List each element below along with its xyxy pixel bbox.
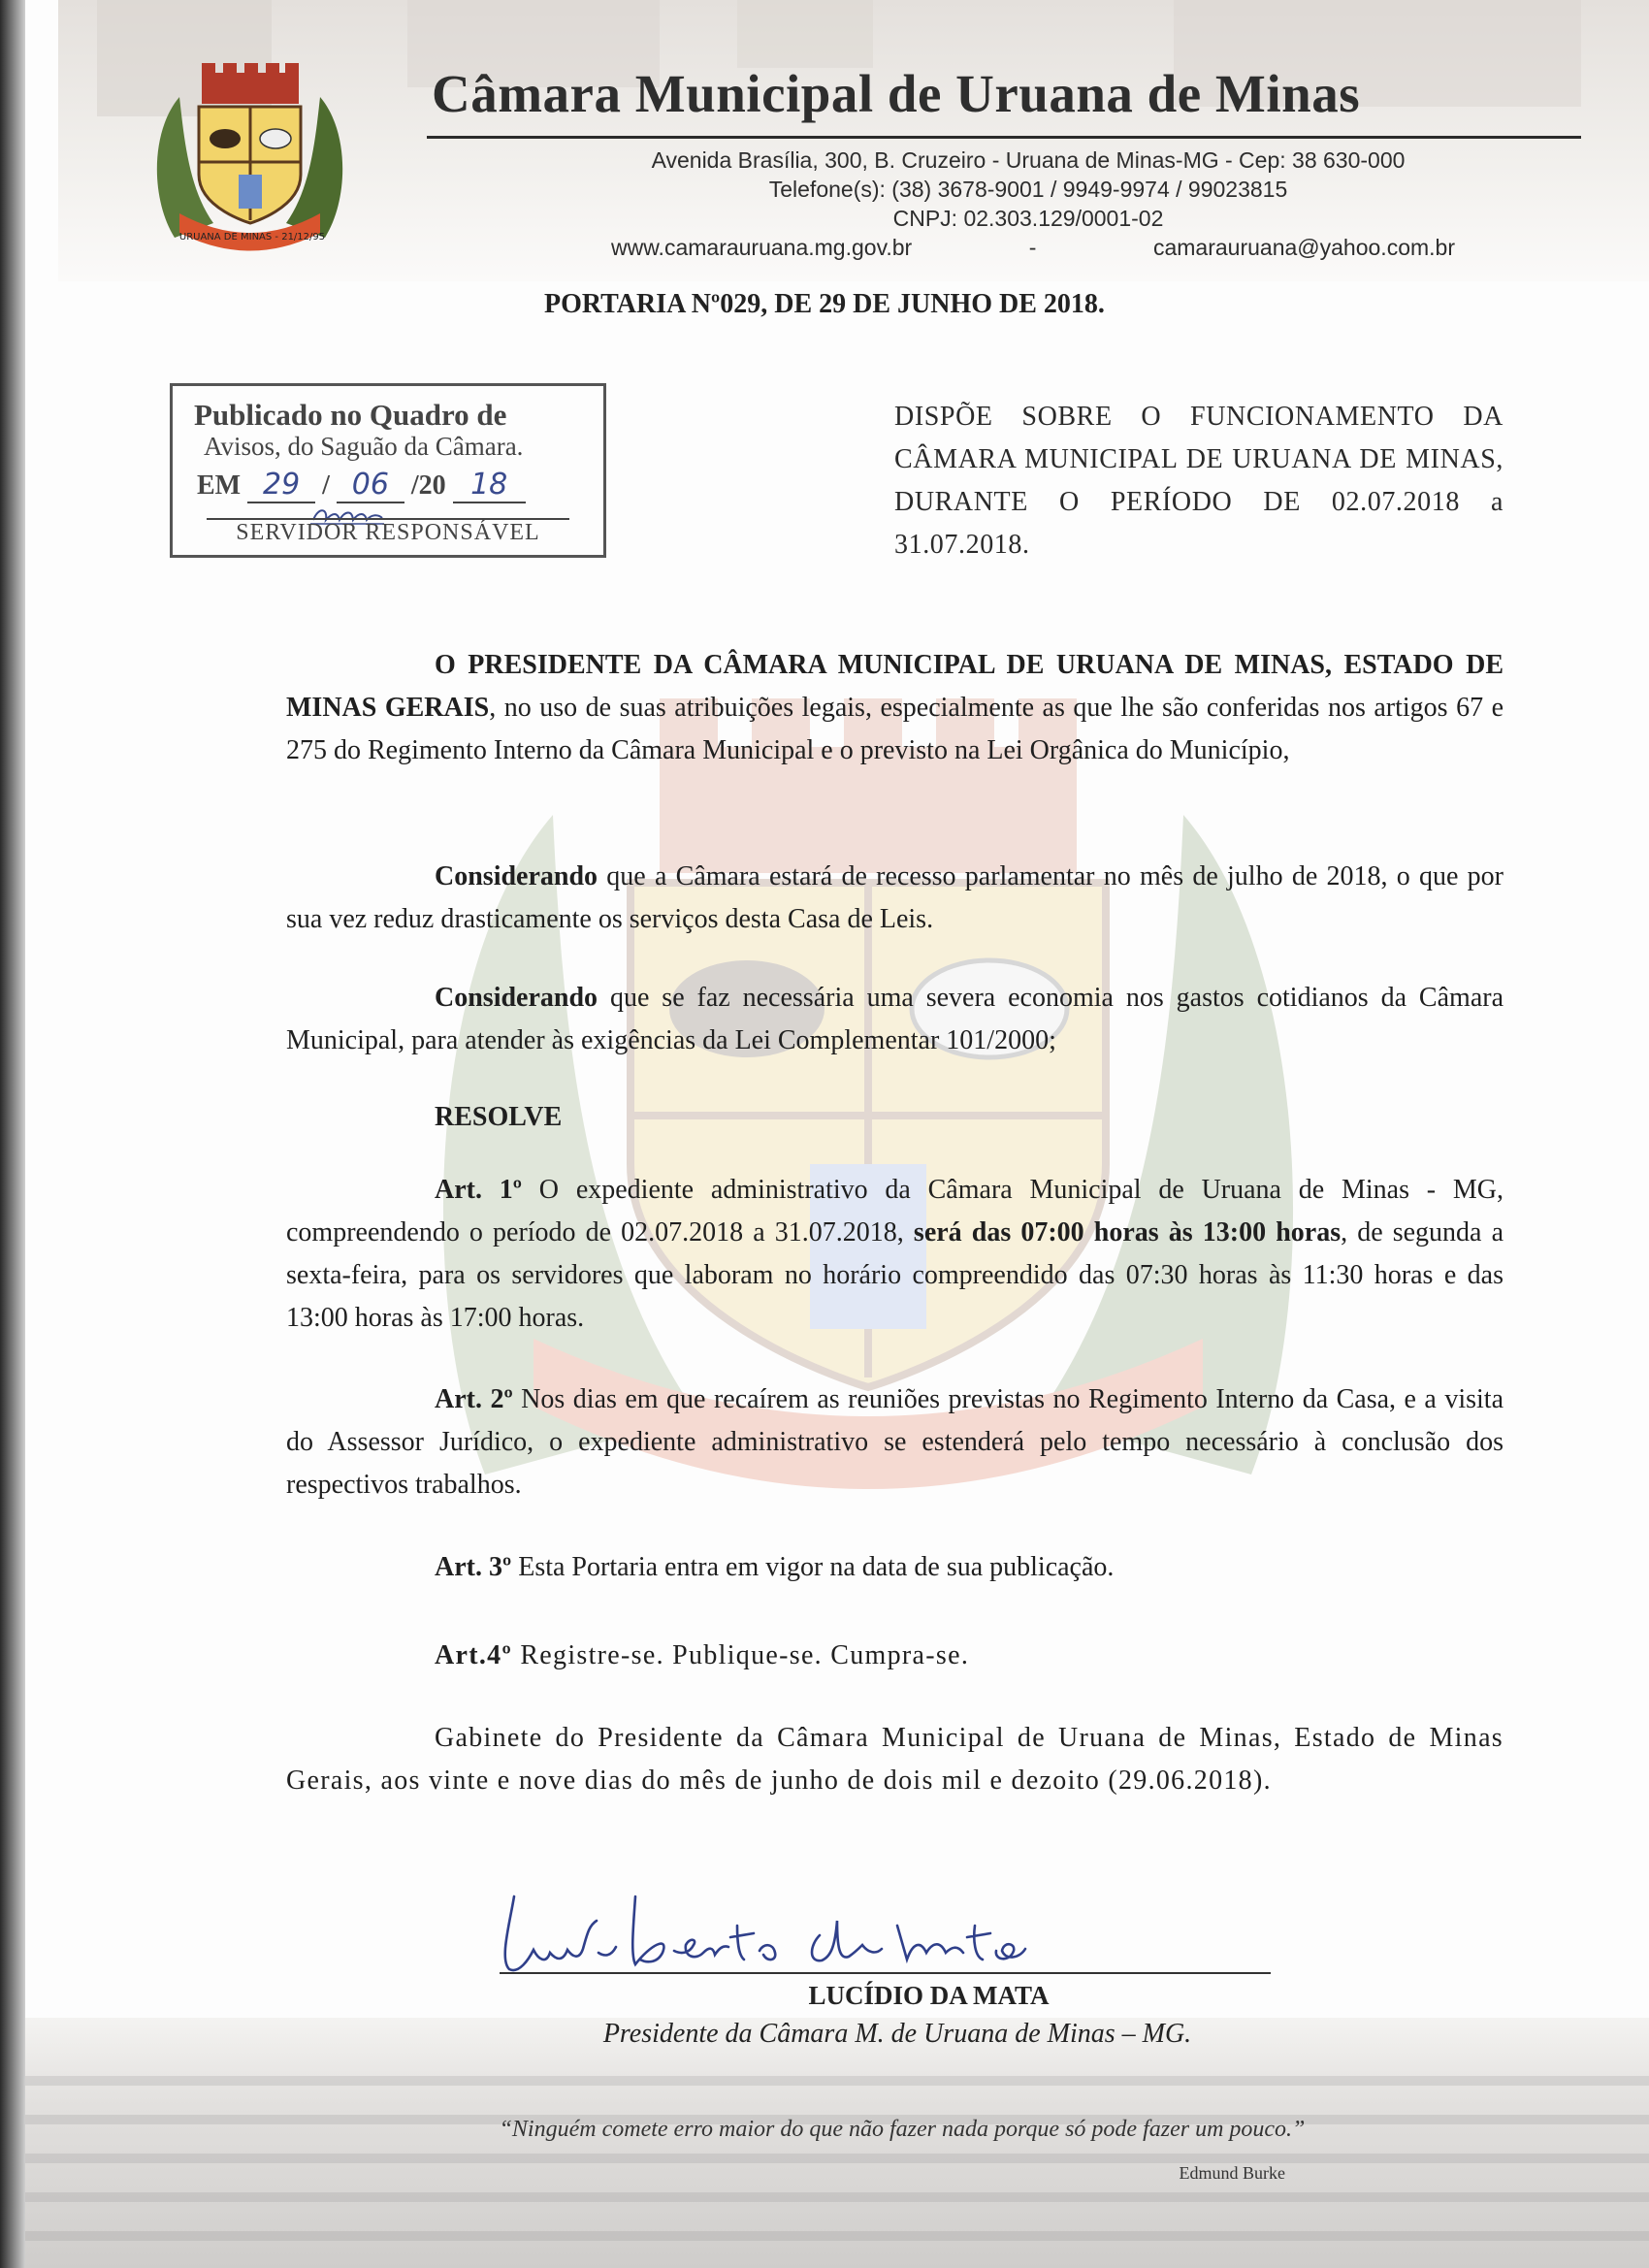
considerando-2-text: que se faz necessária uma severa economia nos gastos cotidianos da Câmara Municipal, para atender às exigências da Lei Complementar 101/2000; (286, 983, 1504, 1055)
phones: Telefone(s): (38) 3678-9001 / 9949-9974 / 99023815 (768, 177, 1288, 202)
art3-label: Art. 3º (435, 1552, 512, 1582)
considerando-2 (286, 977, 1504, 1062)
quote-author: Edmund Burke (1179, 2163, 1285, 2183)
stamp-slash: / (322, 470, 330, 501)
stamp-month: 06 (351, 468, 389, 502)
closing-paragraph: Gabinete do Presidente da Câmara Municipal de Uruana de Minas, Estado de Minas Gerais, aos vinte e nove dias do mês de junho de dois mil e dezoito (29.06.2018). (286, 1723, 1504, 1796)
art1-label: Art. 1º (435, 1175, 523, 1205)
preamble-bold: O PRESIDENTE DA CÂMARA MUNICIPAL DE URUANA DE MINAS, ESTADO DE MINAS GERAIS (286, 650, 1504, 723)
preamble-paragraph (286, 644, 1504, 772)
contact-separator: - (1028, 235, 1037, 260)
address: Avenida Brasília, 300, B. Cruzeiro - Uruana de Minas-MG - Cep: 38 630-000 (651, 147, 1406, 173)
stamp-date-row (197, 468, 526, 503)
email-link[interactable]: camarauruana@yahoo.com.br (1152, 235, 1455, 260)
header-divider (427, 136, 1581, 139)
article-1: Art. 1º O expediente administrativo da Câmara Municipal de Uruana de Minas - MG, compreendendo o período de 02.07.2018 a 31.07.2018, será das 07:00 horas às 13:00 horas, de segunda a sexta-feira, para os servidores que laboram no horário compreendido das 07:30 horas às 11:30 horas e das 13:00 horas às 17:00 horas. (286, 1175, 1504, 1333)
website-link[interactable]: www.camarauruana.mg.gov.br (611, 235, 913, 260)
resolve-heading: RESOLVE (435, 1102, 563, 1132)
scan-edge-shadow (0, 0, 25, 2268)
considerando-1 (286, 856, 1504, 941)
article-2: Art. 2º Nos dias em que recaírem as reuniões previstas no Regimento Interno da Casa, e a visita do Assessor Jurídico, o expediente administrativo se estenderá pelo tempo necessário à conclusão dos respectivos trabalhos. (286, 1384, 1504, 1500)
crest-banner-text: URUANA DE MINAS - 21/12/95 (179, 232, 325, 243)
crest-banner (179, 225, 325, 246)
institution-title: Câmara Municipal de Uruana de Minas (432, 64, 1361, 123)
stamp-year-prefix: /20 (410, 470, 446, 501)
considerando-1-label: Considerando (435, 861, 598, 891)
article-3: Art. 3º Esta Portaria entra em vigor na data de sua publicação. (435, 1552, 1115, 1582)
article-4: Art.4º Registre-se. Publique-se. Cumpra-se. (435, 1640, 970, 1670)
art2-label: Art. 2º (435, 1384, 513, 1414)
footer-quote: “Ninguém comete erro maior do que não fazer nada porque só pode fazer um pouco.” (499, 2117, 1306, 2142)
considerando-2-label: Considerando (435, 983, 598, 1013)
handwritten-signature (490, 1867, 1091, 1979)
considerando-1-text: que a Câmara estará de recesso parlamentar no mês de julho de 2018, o que por sua vez reduz drasticamente os serviços desta Casa de Leis. (286, 861, 1504, 934)
footer-photo-background (25, 2018, 1649, 2268)
stamp-footer: SERVIDOR RESPONSÁVEL (207, 518, 568, 545)
signature-line (500, 1972, 1271, 1974)
stamp-year: 18 (470, 468, 508, 502)
ementa: DISPÕE SOBRE O FUNCIONAMENTO DA CÂMARA MUNICIPAL DE URUANA DE MINAS, DURANTE O PERÍODO DE 02.07.2018 a 31.07.2018. (894, 402, 1504, 560)
stamp-line-1: Publicado no Quadro de (194, 398, 507, 432)
header-contact-block (543, 146, 1513, 262)
art1-hours: será das 07:00 horas às 13:00 horas (913, 1217, 1342, 1247)
signer-role: Presidente da Câmara M. de Uruana de Minas – MG. (602, 2019, 1192, 2049)
art4-label: Art.4º (435, 1640, 513, 1670)
stamp-day: 29 (263, 468, 301, 502)
stamp-em-label: EM (197, 470, 242, 501)
publication-stamp (170, 383, 606, 558)
preamble-text: , no uso de suas atribuições legais, especialmente as que lhe são conferidas nos artigos 67 e 275 do Regimento Interno da Câmara Municipal e o previsto na Lei Orgânica do Município, (286, 693, 1504, 765)
cnpj: CNPJ: 02.303.129/0001-02 (892, 206, 1164, 231)
signer-name: LUCÍDIO DA MATA (808, 1981, 1050, 2010)
stamp-line-2: Avisos, do Saguão da Câmara. (204, 432, 524, 461)
document-title: PORTARIA Nº029, DE 29 DE JUNHO DE 2018. (544, 289, 1105, 319)
